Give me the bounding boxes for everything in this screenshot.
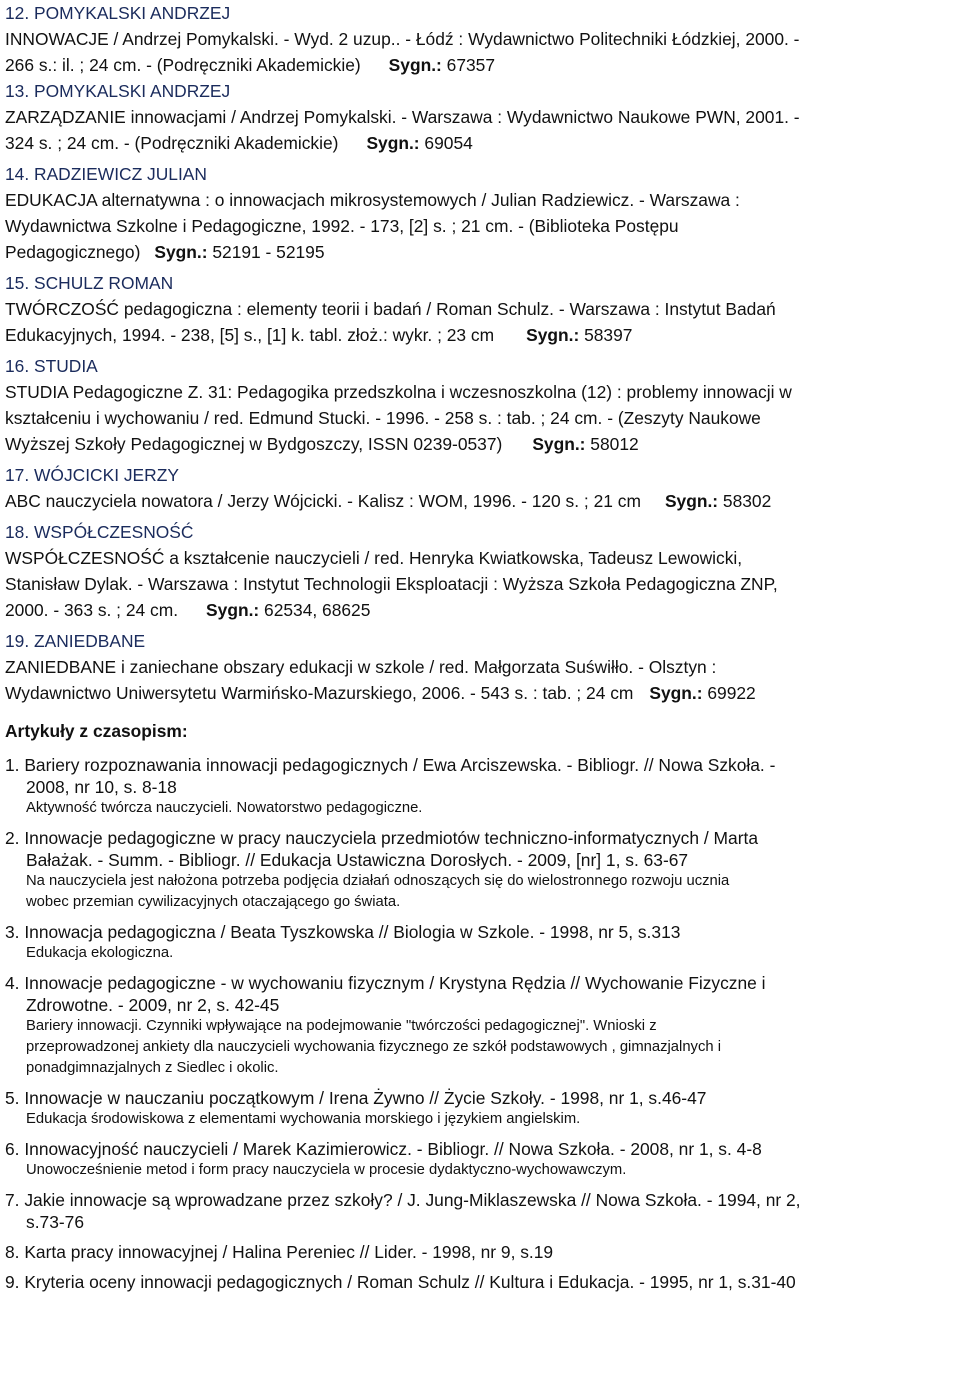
article-abstract-line: ponadgimnazjalnych z Siedlec i okolic. [26,1060,279,1076]
entry-text-line: Stanisław Dylak. - Warszawa : Instytut Technologii Eksploatacji : Wyższa Szkoła Pedagogiczna ZNP, [5,574,778,594]
entry-text-segment: ABC nauczyciela nowatora / Jerzy Wójcicki. - Kalisz : WOM, 1996. - 120 s. ; 21 cm [5,491,641,511]
entry-text-segment: Pedagogicznego) [5,242,141,262]
entry-text-line: STUDIA Pedagogiczne Z. 31: Pedagogika przedszkolna i wczesnoszkolna (12) : problemy innowacji w [5,382,792,402]
shelf-mark-value: 58012 [585,434,639,454]
shelf-mark-label: Sygn.: [526,325,580,345]
article-citation-line: 6. Innowacyjność nauczycieli / Marek Kazimierowicz. - Bibliogr. // Nowa Szkoła. - 2008, nr 1, s. 4-8 [5,1139,762,1159]
entry-text-line [5,130,955,156]
entry-text-segment: 324 s. ; 24 cm. - (Podręczniki Akademickie) [5,133,339,153]
catalog-entry-18 [5,519,955,623]
entry-text-segment: Wyższej Szkoły Pedagogicznej w Bydgoszczy, ISSN 0239-0537) [5,434,503,454]
catalog-entry-12 [5,0,955,78]
article-abstract-line: Bariery innowacji. Czynniki wpływające na podejmowanie "twórczości pedagogicznej". Wnioski z [26,1018,657,1034]
article-entry-9 [5,1271,955,1293]
entry-text-segment: Edukacyjnych, 1994. - 238, [5] s., [1] k. tabl. złoż.: wykr. ; 23 cm [5,325,495,345]
article-entry-5 [5,1087,955,1130]
entry-text-line [5,488,955,514]
entry-text-line: INNOWACJE / Andrzej Pomykalski. - Wyd. 2 uzup.. - Łódź : Wydawnictwo Politechniki Łódzkiej, 2000. - [5,29,800,49]
article-citation-line: 8. Karta pracy innowacyjnej / Halina Pereniec // Lider. - 1998, nr 9, s.19 [5,1242,554,1262]
shelf-mark-value: 52191 - 52195 [207,242,325,262]
article-abstract-line: wobec przemian cywilizacyjnych otaczającego go świata. [26,894,401,910]
entry-text-line: ZARZĄDZANIE innowacjami / Andrzej Pomykalski. - Warszawa : Wydawnictwo Naukowe PWN, 2001. - [5,107,800,127]
article-citation-line: 9. Kryteria oceny innowacji pedagogicznych / Roman Schulz // Kultura i Edukacja. - 1995, nr 1, s.31-40 [5,1272,796,1292]
shelf-mark-label: Sygn.: [388,55,442,75]
article-citation-line: 3. Innowacja pedagogiczna / Beata Tyszkowska // Biologia w Szkole. - 1998, nr 5, s.313 [5,922,681,942]
shelf-mark-label: Sygn.: [206,600,260,620]
shelf-mark-label: Sygn.: [649,683,703,703]
entry-text-line: Wydawnictwa Szkolne i Pedagogiczne, 1992. - 173, [2] s. ; 21 cm. - (Biblioteka Postępu [5,216,679,236]
article-abstract-line: Edukacja środowiskowa z elementami wychowania morskiego i językiem angielskim. [26,1111,581,1127]
entry-text-line: EDUKACJA alternatywna : o innowacjach mikrosystemowych / Julian Radziewicz. - Warszawa : [5,190,740,210]
shelf-mark-value: 67357 [441,55,496,75]
article-entry-3 [5,921,955,964]
article-abstract-line: Edukacja ekologiczna. [26,945,174,961]
article-abstract-line: Aktywność twórcza nauczycieli. Nowatorstwo pedagogiczne. [26,800,423,816]
entry-heading: 19. ZANIEDBANE [5,631,146,651]
catalog-entry-16 [5,353,955,457]
article-citation-line: 7. Jakie innowacje są wprowadzane przez szkoły? / J. Jung-Miklaszewska // Nowa Szkoła. - 1994, nr 2, [5,1190,801,1210]
article-entry-7 [5,1189,955,1233]
entry-text-line [5,239,955,265]
article-citation-line: 5. Innowacje w nauczaniu początkowym / Irena Żywno // Życie Szkoły. - 1998, nr 1, s.46-47 [5,1088,707,1108]
entry-heading: 12. POMYKALSKI ANDRZEJ [5,3,231,23]
catalog-entry-17 [5,462,955,514]
catalog-entry-13 [5,78,955,156]
shelf-mark-value: 58397 [579,325,633,345]
entry-text-line [5,680,955,706]
shelf-mark-value: 58302 [718,491,772,511]
shelf-mark-label: Sygn.: [366,133,420,153]
entry-heading: 18. WSPÓŁCZESNOŚĆ [5,522,194,542]
article-abstract-line: Na nauczyciela jest nałożona potrzeba podjęcia działań odnoszących się do wielostronnego rozwoju ucznia [26,873,730,889]
entry-text-segment: 2000. - 363 s. ; 24 cm. [5,600,179,620]
article-citation-line: 4. Innowacje pedagogiczne - w wychowaniu fizycznym / Krystyna Rędzia // Wychowanie Fizyczne i [5,973,766,993]
article-citation-line: 1. Bariery rozpoznawania innowacji pedagogicznych / Ewa Arciszewska. - Bibliogr. // Nowa Szkoła. - [5,755,776,775]
entry-heading: 15. SCHULZ ROMAN [5,273,174,293]
article-entry-2 [5,827,955,913]
entry-heading: 17. WÓJCICKI JERZY [5,465,179,485]
entry-text-segment: 266 s.: il. ; 24 cm. - (Podręczniki Akademickie) [5,55,361,75]
article-citation-line: 2008, nr 10, s. 8-18 [26,777,177,797]
shelf-mark-value: 69922 [702,683,756,703]
article-abstract-line: Unowocześnienie metod i form pracy nauczyciela w procesie dydaktyczno-wychowawczym. [26,1162,627,1178]
articles-section-heading: Artykuły z czasopism: [5,721,188,741]
article-citation-line: 2. Innowacje pedagogiczne w pracy nauczyciela przedmiotów techniczno-informatycznych / Marta [5,828,758,848]
entry-text-line [5,52,955,78]
article-citation-line: Zdrowotne. - 2009, nr 2, s. 42-45 [26,995,280,1015]
article-entry-6 [5,1138,955,1181]
entry-text-line [5,322,955,348]
entry-text-line: TWÓRCZOŚĆ pedagogiczna : elementy teorii i badań / Roman Schulz. - Warszawa : Instytut Badań [5,299,776,319]
entry-text-line [5,431,955,457]
entry-text-line [5,597,955,623]
entry-text-line: ZANIEDBANE i zaniechane obszary edukacji w szkole / red. Małgorzata Suświłło. - Olsztyn : [5,657,717,677]
article-citation-line: s.73-76 [26,1212,85,1232]
article-entry-8 [5,1241,955,1263]
article-citation-line: Bałażak. - Summ. - Bibliogr. // Edukacja Ustawiczna Dorosłych. - 2009, [nr] 1, s. 63-67 [26,850,689,870]
catalog-entry-14 [5,161,955,265]
shelf-mark-value: 69054 [419,133,473,153]
shelf-mark-label: Sygn.: [154,242,208,262]
entry-heading: 16. STUDIA [5,356,98,376]
bibliography-page [5,0,955,1301]
catalog-entry-15 [5,270,955,348]
entry-text-line: WSPÓŁCZESNOŚĆ a kształcenie nauczycieli / red. Henryka Kwiatkowska, Tadeusz Lewowicki, [5,548,743,568]
shelf-mark-label: Sygn.: [664,491,719,511]
entry-heading: 14. RADZIEWICZ JULIAN [5,164,207,184]
article-abstract-line: przeprowadzonej ankiety dla nauczycieli wychowania fizycznego ze szkół podstawowych , gimnazjalnych i [26,1039,721,1055]
article-entry-1 [5,754,955,819]
entry-text-line: kształceniu i wychowaniu / red. Edmund Stucki. - 1996. - 258 s. : tab. ; 24 cm. - (Zeszyty Naukowe [5,408,761,428]
catalog-entry-19 [5,628,955,706]
shelf-mark-value: 62534, 68625 [259,600,371,620]
entry-text-segment: Wydawnictwo Uniwersytetu Warmińsko-Mazurskiego, 2006. - 543 s. : tab. ; 24 cm [5,683,634,703]
entry-heading: 13. POMYKALSKI ANDRZEJ [5,81,231,101]
article-entry-4 [5,972,955,1079]
shelf-mark-label: Sygn.: [532,434,586,454]
